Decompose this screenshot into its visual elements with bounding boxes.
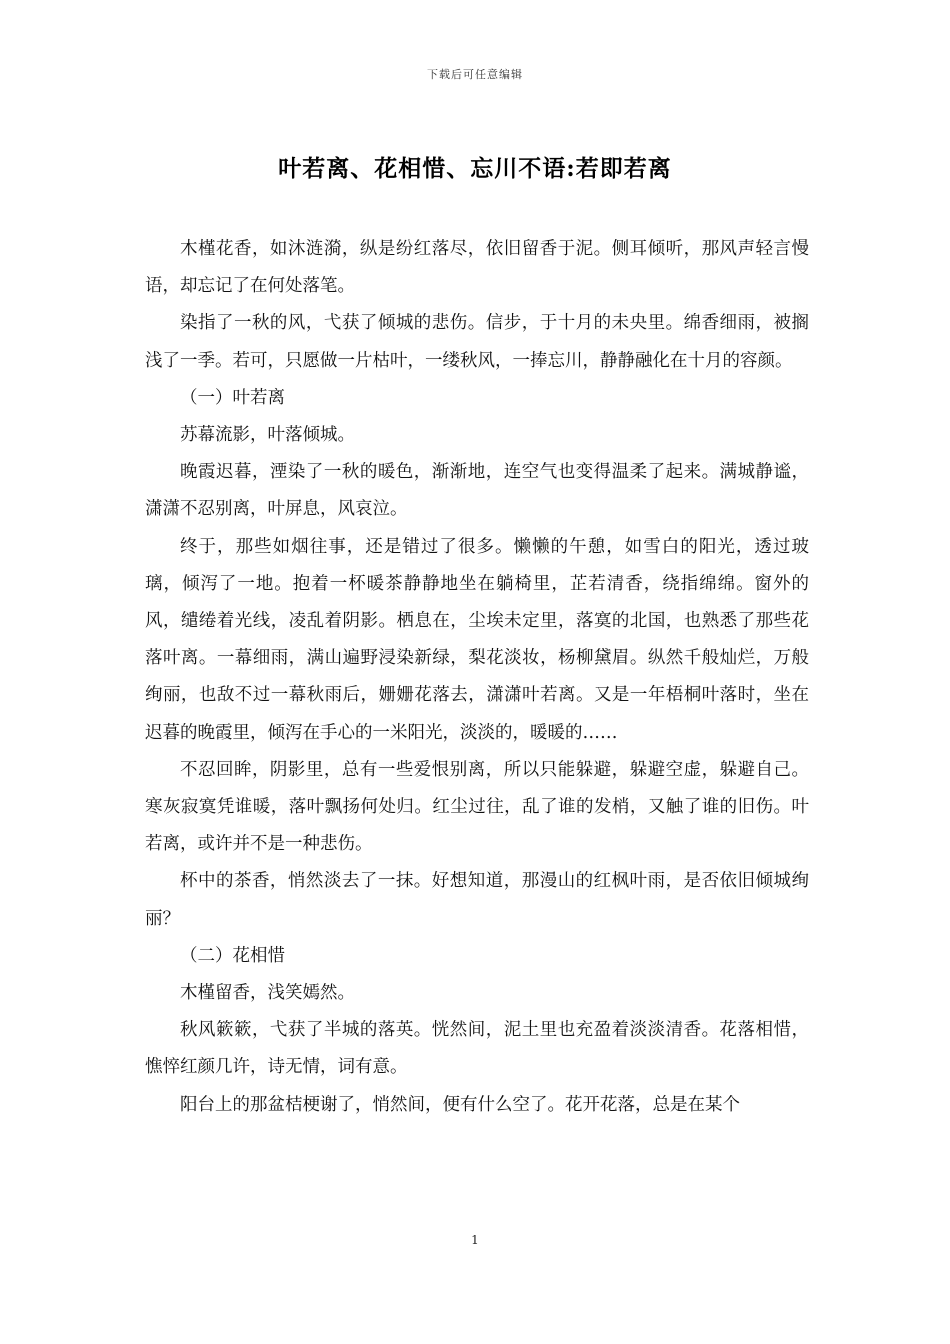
paragraph: 杯中的茶香，悄然淡去了一抹。好想知道，那漫山的红枫叶雨，是否依旧倾城绚丽？ — [145, 871, 809, 929]
section-heading: （一）叶若离 — [180, 387, 285, 408]
paragraph: 秋风簌簌，弋获了半城的落英。恍然间，泥土里也充盈着淡淡清香。花落相惜，憔悴红颜几许，诗无情，词有意。 — [145, 1020, 809, 1078]
paragraph: 木槿花香，如沐涟漪，纵是纷红落尽，依旧留香于泥。侧耳倾听，那风声轻言慢语，却忘记了在何处落笔。 — [145, 239, 809, 297]
paragraph: 终于，那些如烟往事，还是错过了很多。懒懒的午憩，如雪白的阳光，透过玻璃，倾泻了一地。抱着一杯暖茶静静地坐在躺椅里，芷若清香，绕指绵绵。窗外的风，缱绻着光线，凌乱着阴影。栖息在，尘埃未定里，落寞的北国，也熟悉了那些花落叶离。一幕细雨，满山遍野浸染新绿，梨花淡妆，杨柳黛眉。纵然千般灿烂，万般绚丽，也敌不过一幕秋雨后，姗姗花落去，潇潇叶若离。又是一年梧桐叶落时，坐在迟暮的晚霞里，倾泻在手心的一米阳光，淡淡的，暖暖的…… — [145, 536, 809, 743]
paragraph: 苏幕流影，叶落倾城。 — [180, 425, 355, 446]
page-header: 下载后可任意编辑 — [427, 68, 523, 81]
document-body — [145, 231, 809, 1124]
document-title: 叶若离、花相惜、忘川不语:若即若离 — [278, 155, 672, 182]
paragraph: 阳台上的那盆桔梗谢了，悄然间，便有什么空了。花开花落，总是在某个 — [180, 1094, 740, 1115]
section-heading: （二）花相惜 — [180, 945, 285, 966]
paragraph: 木槿留香，浅笑嫣然。 — [180, 983, 355, 1004]
paragraph: 染指了一秋的风，弋获了倾城的悲伤。信步，于十月的未央里。绵香细雨，被搁浅了一季。若可，只愿做一片枯叶，一缕秋风，一捧忘川，静静融化在十月的容颜。 — [145, 313, 809, 371]
paragraph: 不忍回眸，阴影里，总有一些爱恨别离，所以只能躲避，躲避空虚，躲避自己。寒灰寂寞凭谁暖，落叶飘扬何处归。红尘过往，乱了谁的发梢，又触了谁的旧伤。叶若离，或许并不是一种悲伤。 — [145, 759, 809, 855]
paragraph: 晚霞迟暮，湮染了一秋的暖色，渐渐地，连空气也变得温柔了起来。满城静谧，潇潇不忍别离，叶屏息，风哀泣。 — [145, 462, 809, 520]
page-number: 1 — [471, 1233, 479, 1247]
